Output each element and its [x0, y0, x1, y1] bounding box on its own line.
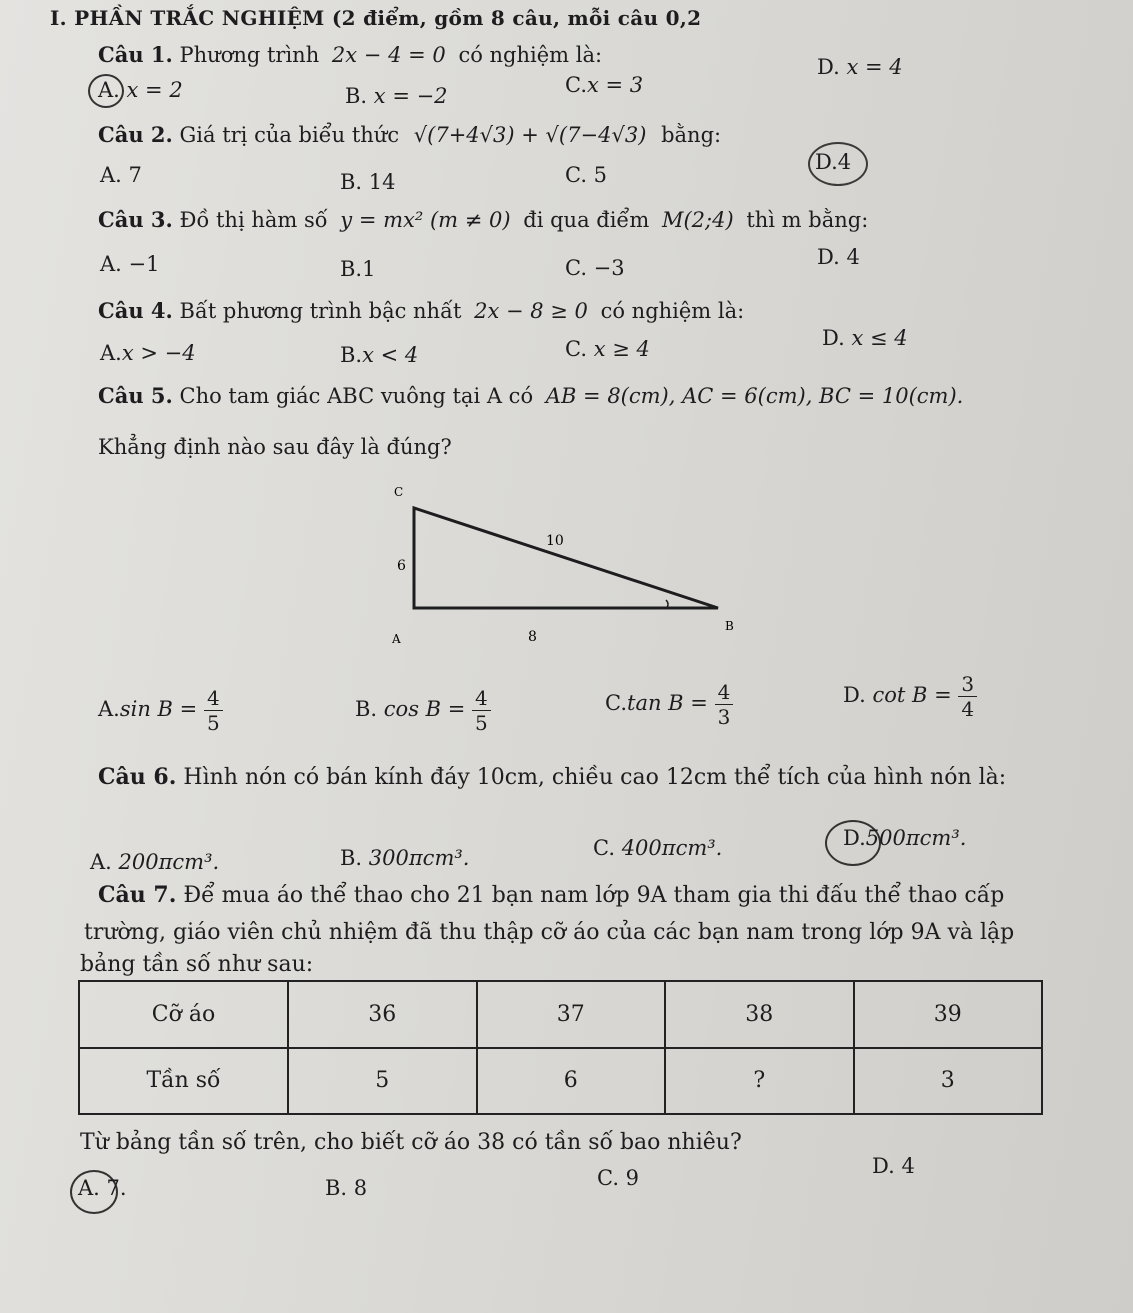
q6-option-d-label: D.: [843, 826, 866, 850]
question-5-expression: AB = 8(cm), AC = 6(cm), BC = 10(cm).: [545, 384, 964, 408]
q4-option-d-value: x ≤ 4: [851, 326, 908, 350]
table-cell: 37: [477, 981, 666, 1048]
question-4-expression: 2x − 8 ≥ 0: [474, 299, 588, 323]
table-row-label: Cỡ áo: [79, 981, 288, 1048]
side-ab-length: 8: [528, 629, 537, 645]
question-3-expression: y = mx² (m ≠ 0): [340, 208, 511, 232]
angle-b-mark: [666, 600, 668, 609]
q6-option-c-label: C.: [593, 836, 615, 860]
question-2: [98, 122, 721, 147]
table-cell: ?: [665, 1048, 854, 1115]
q6-option-a-label: A.: [90, 850, 112, 874]
question-4-text: Bất phương trình bậc nhất: [179, 299, 462, 323]
q4-option-a[interactable]: [100, 341, 196, 365]
q2-option-c[interactable]: C. 5: [565, 163, 608, 187]
q4-option-c[interactable]: [565, 337, 650, 361]
vertex-a-label: A: [392, 632, 401, 646]
question-6-label: Câu 6.: [98, 764, 177, 790]
question-3-point: M(2;4): [661, 208, 734, 232]
q5-option-b[interactable]: [355, 686, 491, 735]
question-2-label: Câu 2.: [98, 122, 173, 147]
table-row: [79, 981, 1042, 1048]
q5-d-numerator: 3: [958, 672, 977, 697]
table-cell: 36: [288, 981, 477, 1048]
q6-option-c-value: 400πcm³.: [621, 836, 723, 860]
q5-option-d[interactable]: [843, 672, 977, 721]
q4-option-d-label: D.: [822, 326, 845, 350]
question-5-label: Câu 5.: [98, 383, 173, 408]
q1-option-d-label: D.: [817, 55, 840, 79]
q6-option-d[interactable]: [843, 826, 966, 850]
question-7-line-1: Để mua áo thể thao cho 21 bạn nam lớp 9A tham gia thi đấu thể thao cấp: [183, 883, 1005, 908]
question-3-mid: đi qua điểm: [523, 208, 650, 232]
section-heading: I. PHẦN TRẮC NGHIỆM (2 điểm, gồm 8 câu, mỗi câu 0,2: [50, 6, 702, 30]
q2-option-b[interactable]: B. 14: [340, 170, 396, 194]
question-6: [98, 764, 1006, 790]
question-3-label: Câu 3.: [98, 207, 173, 232]
q5-d-denominator: 4: [961, 697, 975, 721]
question-1-label: Câu 1.: [98, 42, 173, 67]
q5-b-denominator: 5: [475, 711, 488, 735]
question-2-expression: √(7+4√3) + √(7−4√3): [413, 123, 647, 147]
table-cell: 3: [854, 1048, 1043, 1115]
q3-option-a[interactable]: A. −1: [100, 252, 160, 276]
q4-option-b-value: x < 4: [362, 343, 419, 367]
q1-option-d[interactable]: [817, 55, 903, 79]
q2-option-a[interactable]: A. 7: [100, 163, 142, 187]
q5-option-c[interactable]: [605, 680, 733, 729]
table-cell: 38: [665, 981, 854, 1048]
q4-option-a-value: x > −4: [121, 341, 196, 365]
q5-c-numerator: 4: [715, 680, 734, 705]
question-6-text: Hình nón có bán kính đáy 10cm, chiều cao 12cm thể tích của hình nón là:: [183, 765, 1007, 790]
question-4: [98, 298, 744, 323]
question-1-text: Phương trình: [179, 43, 320, 67]
table-row-label: Tần số: [79, 1048, 288, 1115]
vertex-c-label: C: [394, 485, 404, 499]
q2-option-d[interactable]: [815, 150, 851, 174]
q4-option-d[interactable]: [822, 326, 908, 350]
q5-option-d-fraction: [958, 672, 977, 721]
q5-option-a[interactable]: [98, 686, 223, 735]
q1-option-c-label: C.: [565, 73, 587, 97]
triangle-abc: [414, 508, 718, 608]
q6-option-a[interactable]: [90, 850, 219, 874]
q5-option-b-fraction: [472, 686, 491, 735]
q2-option-d-value: 4: [837, 150, 852, 174]
q7-option-a[interactable]: A. 7.: [78, 1176, 127, 1200]
q1-option-a[interactable]: [98, 78, 183, 102]
side-ac-length: 6: [397, 558, 406, 574]
question-4-label: Câu 4.: [98, 298, 173, 323]
q3-option-b[interactable]: B.1: [340, 257, 376, 281]
table-cell: 5: [288, 1048, 477, 1115]
question-4-tail: có nghiệm là:: [600, 299, 745, 323]
q3-option-d[interactable]: D. 4: [817, 245, 860, 269]
q1-option-a-label: A.: [98, 78, 120, 102]
question-7-label: Câu 7.: [98, 882, 177, 908]
q1-option-d-value: x = 4: [846, 55, 903, 79]
q6-option-b[interactable]: [340, 846, 469, 870]
q5-option-a-label: A.: [98, 697, 120, 721]
q6-option-b-label: B.: [340, 846, 363, 870]
side-bc-length: 10: [546, 533, 564, 549]
question-2-tail: bằng:: [661, 123, 722, 147]
question-1: [98, 42, 602, 67]
q7-option-b[interactable]: B. 8: [325, 1176, 368, 1200]
q6-option-c[interactable]: [593, 836, 722, 860]
question-7-prompt: Từ bảng tần số trên, cho biết cỡ áo 38 có tần số bao nhiêu?: [80, 1130, 742, 1155]
question-7: [98, 882, 1004, 908]
q5-option-b-fn: cos B =: [383, 697, 466, 721]
q5-a-numerator: 4: [204, 686, 223, 711]
q5-option-b-label: B.: [355, 697, 378, 721]
question-5-line-2: Khẳng định nào sau đây là đúng?: [98, 435, 452, 459]
q5-option-a-fraction: [204, 686, 223, 735]
question-5: [98, 383, 963, 408]
question-3: [98, 207, 868, 232]
table-cell: 6: [477, 1048, 666, 1115]
question-3-text: Đồ thị hàm số: [179, 208, 328, 232]
q2-option-d-label: D.: [815, 150, 838, 174]
question-7-line-2: trường, giáo viên chủ nhiệm đã thu thập cỡ áo của các bạn nam trong lớp 9A và lập: [84, 920, 1015, 945]
q6-option-d-value: 500πcm³.: [865, 826, 967, 850]
q1-option-c[interactable]: [565, 73, 643, 97]
q4-option-c-label: C.: [565, 337, 587, 361]
question-5-text: Cho tam giác ABC vuông tại A có: [179, 384, 534, 408]
triangle-figure: [380, 478, 750, 648]
q5-b-numerator: 4: [472, 686, 491, 711]
q7-option-d[interactable]: D. 4: [872, 1154, 915, 1178]
q1-option-b[interactable]: [345, 84, 448, 108]
q4-option-b[interactable]: [340, 343, 418, 367]
q6-option-a-value: 200πcm³.: [118, 850, 220, 874]
q1-option-a-value: x = 2: [126, 78, 183, 102]
q7-option-c[interactable]: C. 9: [597, 1166, 640, 1190]
question-2-text: Giá trị của biểu thức: [179, 123, 400, 147]
q5-option-c-label: C.: [605, 691, 627, 715]
q3-option-c[interactable]: C. −3: [565, 256, 625, 280]
q4-option-a-label: A.: [100, 341, 122, 365]
question-7-line-3: bảng tần số như sau:: [80, 952, 314, 977]
q1-option-c-value: x = 3: [587, 73, 644, 97]
vertex-b-label: B: [725, 619, 734, 633]
q5-option-a-fn: sin B =: [119, 697, 198, 721]
q4-option-c-value: x ≥ 4: [593, 337, 650, 361]
question-1-equation: 2x − 4 = 0: [331, 43, 446, 67]
q5-option-d-fn: cot B =: [872, 683, 952, 707]
q6-option-b-value: 300πcm³.: [368, 846, 470, 870]
table-row: [79, 1048, 1042, 1115]
question-3-tail: thì m bằng:: [746, 208, 869, 232]
frequency-table: [78, 980, 1043, 1115]
q5-option-c-fraction: [715, 680, 734, 729]
q5-a-denominator: 5: [206, 711, 220, 735]
q1-option-b-label: B.: [345, 84, 368, 108]
q5-option-d-label: D.: [843, 683, 866, 707]
q4-option-b-label: B.: [340, 343, 363, 367]
table-cell: 39: [854, 981, 1043, 1048]
q5-option-c-fn: tan B =: [627, 691, 708, 715]
q5-c-denominator: 3: [717, 705, 731, 729]
q1-option-b-value: x = −2: [373, 84, 448, 108]
question-1-tail: có nghiệm là:: [458, 43, 603, 67]
